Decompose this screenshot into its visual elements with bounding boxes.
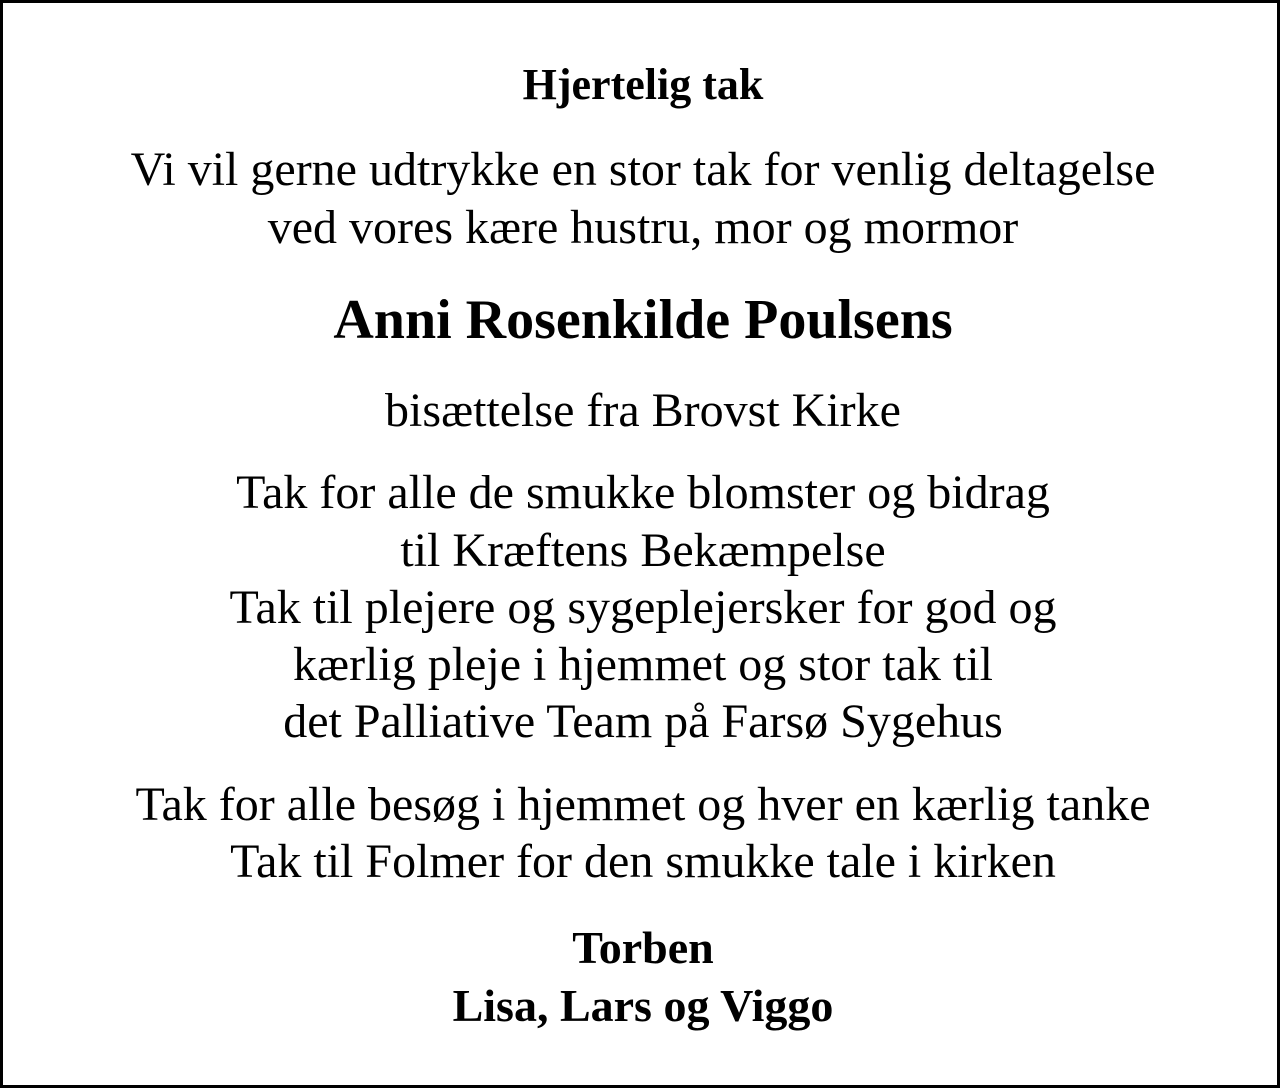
thanks-line-7: Tak til Folmer for den smukke tale i kirken xyxy=(230,835,1056,888)
funeral-location: bisættelse fra Brovst Kirke xyxy=(385,384,901,437)
thanks-line-5: det Palliative Team på Farsø Sygehus xyxy=(283,695,1003,748)
signature-line-2: Lisa, Lars og Viggo xyxy=(452,980,834,1031)
signature-line-1: Torben xyxy=(572,922,714,973)
thanks-line-3: Tak til plejere og sygeplejersker for god og xyxy=(229,581,1057,634)
notice-heading: Hjertelig tak xyxy=(522,60,764,109)
thanks-line-1: Tak for alle de smukke blomster og bidrag xyxy=(236,466,1050,519)
intro-line-2: ved vores kære hustru, mor og mormor xyxy=(267,201,1019,254)
thanks-line-6: Tak for alle besøg i hjemmet og hver en kærlig tanke xyxy=(135,778,1151,831)
thanks-line-2: til Kræftens Bekæmpelse xyxy=(400,524,886,577)
thanks-line-4: kærlig pleje i hjemmet og stor tak til xyxy=(293,638,993,691)
deceased-name: Anni Rosenkilde Poulsens xyxy=(333,289,953,351)
intro-line-1: Vi vil gerne udtrykke en stor tak for venlig deltagelse xyxy=(130,143,1156,196)
